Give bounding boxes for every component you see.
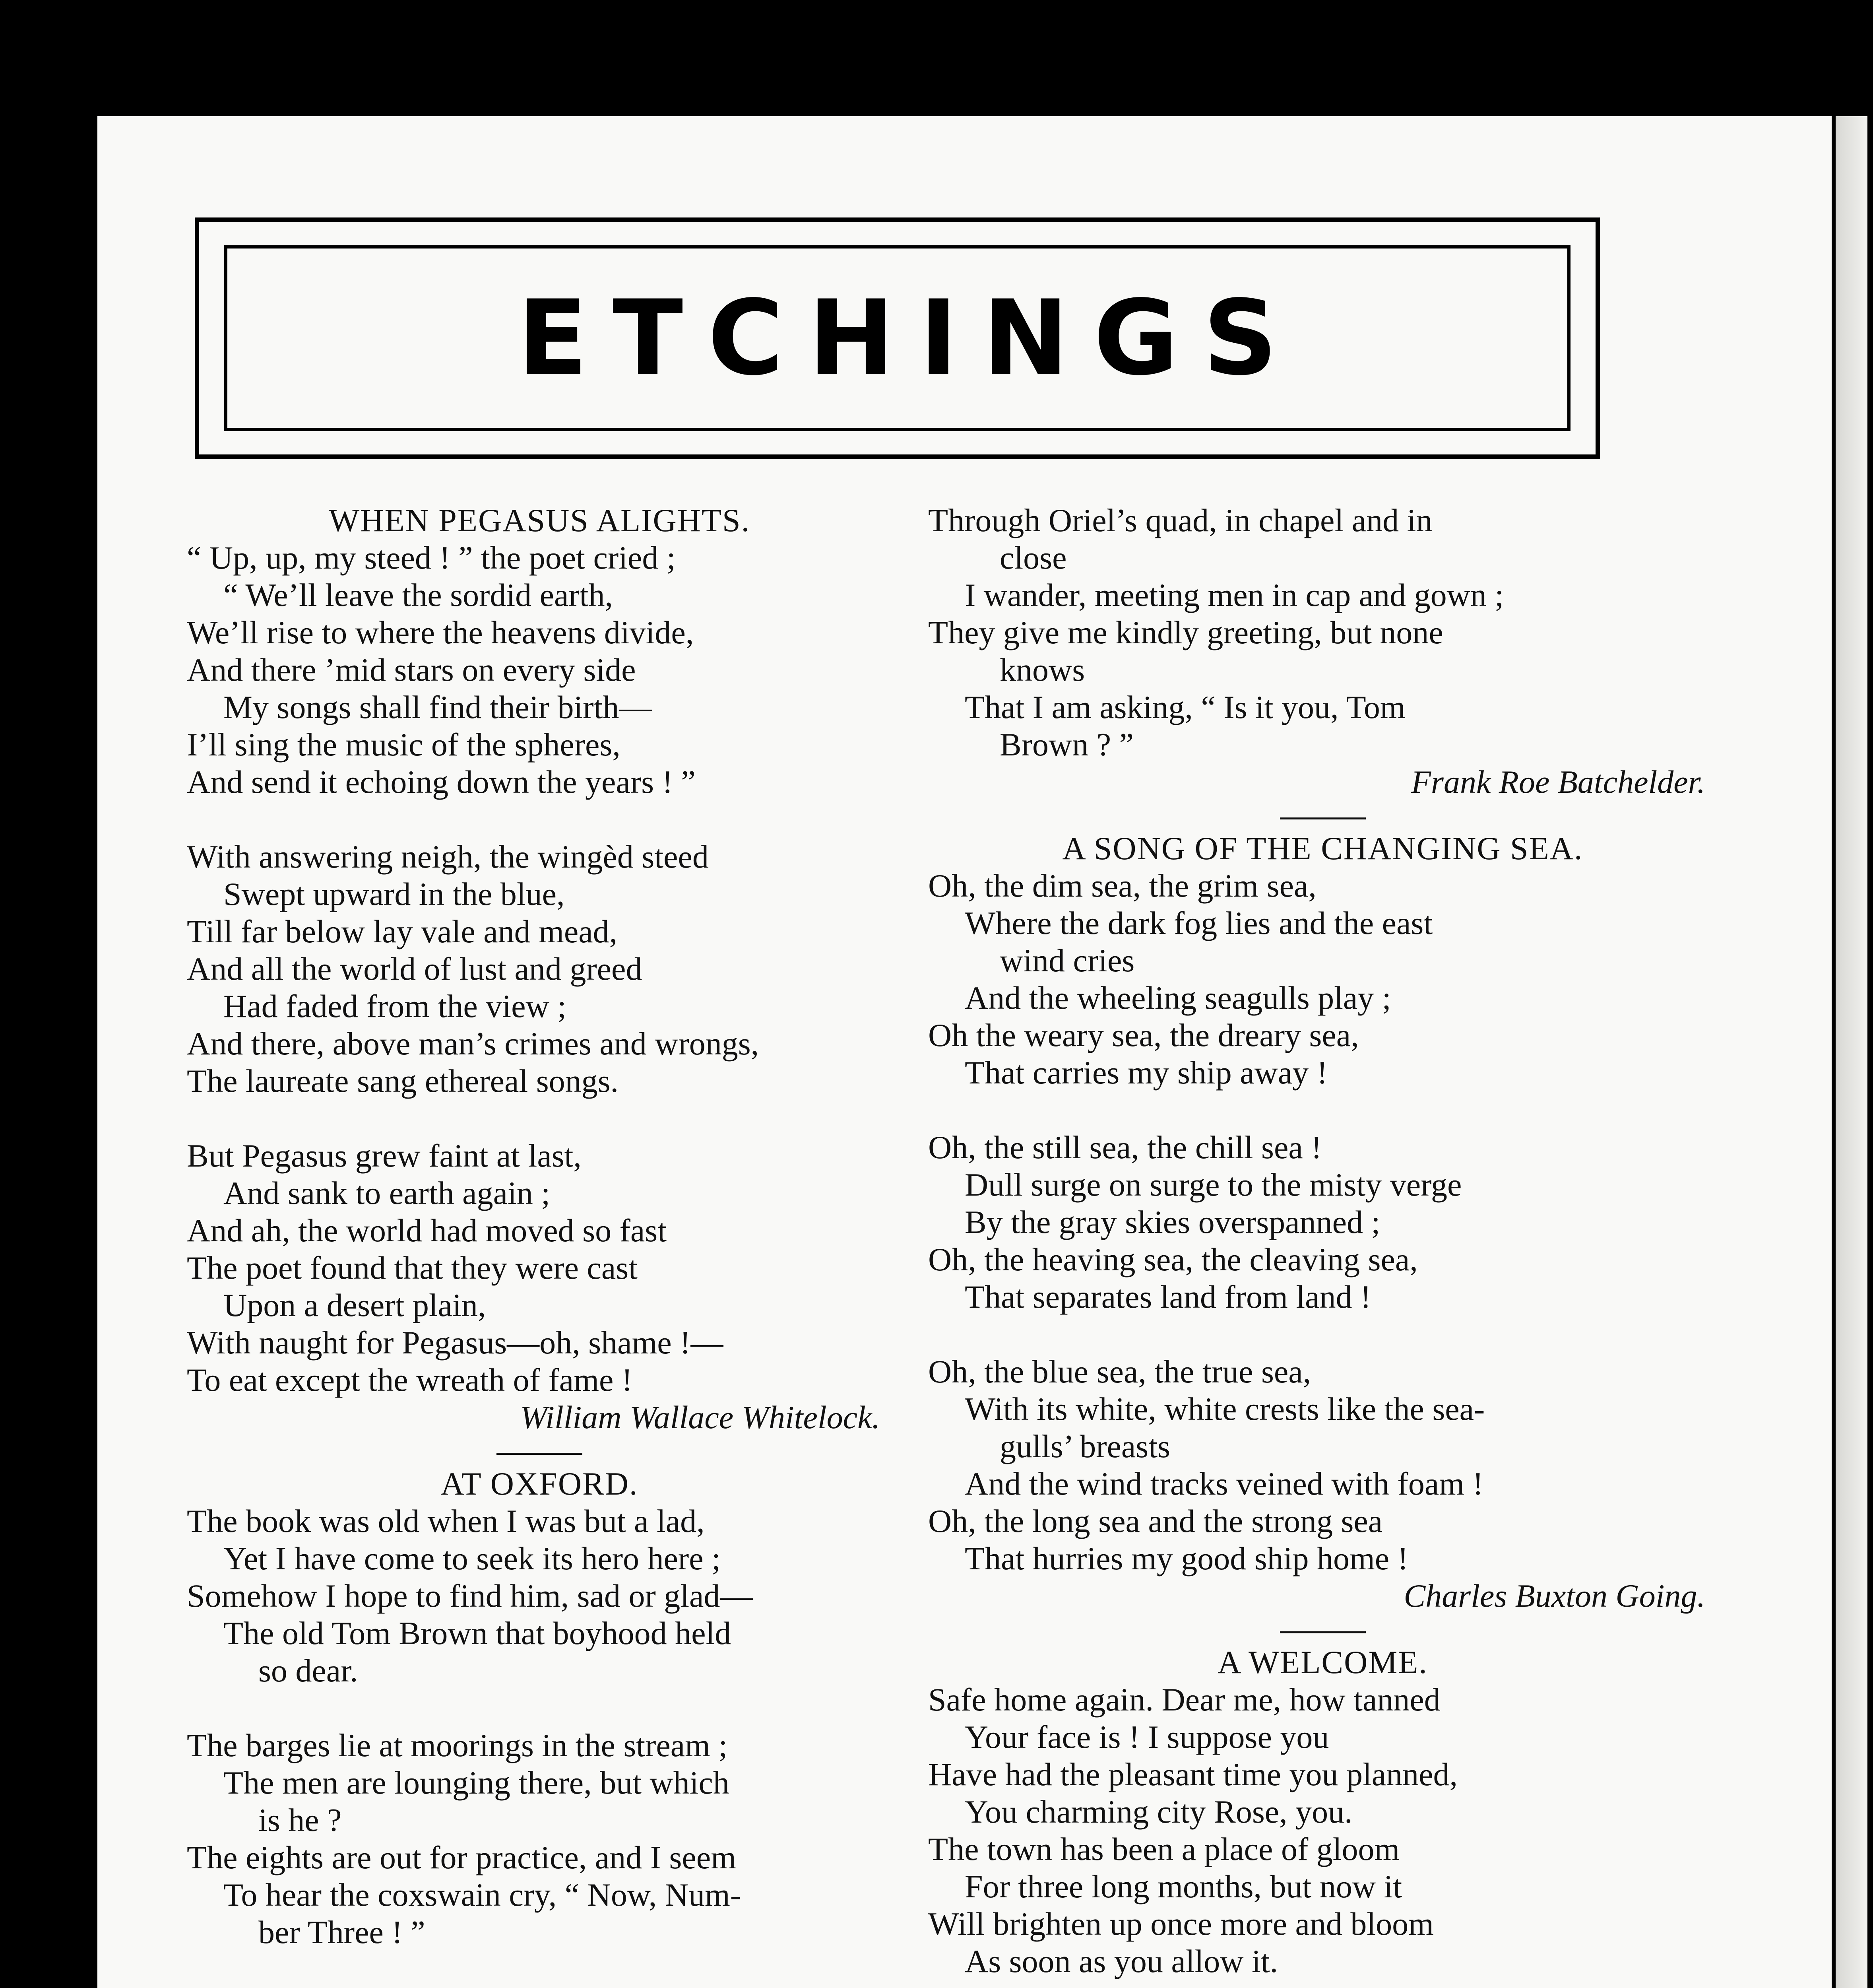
poem-line: As soon as you allow it. xyxy=(965,1943,1278,1979)
poem-line: That carries my ship away ! xyxy=(965,1054,1328,1091)
poem-line: Through Oriel’s quad, in chapel and in xyxy=(928,502,1433,538)
poem-stanza xyxy=(187,1727,892,1951)
poem-line: The town has been a place of gloom xyxy=(928,1831,1400,1867)
poem-stanza xyxy=(187,539,892,801)
section-divider xyxy=(1280,1631,1366,1633)
section-divider xyxy=(1280,817,1366,819)
poem-stanza xyxy=(928,1681,1717,1980)
poem-stanza xyxy=(928,1129,1717,1316)
poem-line: You charming city Rose, you. xyxy=(965,1794,1353,1830)
poem-line: The laureate sang ethereal songs. xyxy=(187,1063,619,1099)
poem-line: Dull surge on surge to the misty verge xyxy=(965,1167,1462,1203)
poem-line: And send it echoing down the years ! ” xyxy=(187,764,696,800)
poem-line: The book was old when I was but a lad, xyxy=(187,1503,705,1539)
poem-line: For three long months, but now it xyxy=(965,1868,1402,1905)
poem-line: Yet I have come to seek its hero here ; xyxy=(223,1540,721,1576)
poem-line: wind cries xyxy=(1000,942,1135,978)
poem-stanza xyxy=(928,1353,1717,1577)
poem-title: A WELCOME. xyxy=(1218,1644,1428,1680)
poem-line: And ah, the world had moved so fast xyxy=(187,1212,667,1248)
poem-line: so dear. xyxy=(258,1652,358,1689)
poem-line: And sank to earth again ; xyxy=(223,1175,551,1211)
poem-line: The eights are out for practice, and I seem xyxy=(187,1839,736,1875)
left-column xyxy=(187,502,892,1988)
poem-title: AT OXFORD. xyxy=(440,1466,638,1502)
masthead-title: ETCHINGS xyxy=(517,278,1302,398)
poem-line: Had faded from the view ; xyxy=(223,988,566,1024)
poem-stanza xyxy=(187,1503,892,1689)
poem-line: Oh, the still sea, the chill sea ! xyxy=(928,1129,1322,1165)
poem-line: Safe home again. Dear me, how tanned xyxy=(928,1681,1441,1718)
poem-stanza xyxy=(928,502,1717,763)
poem-line: Will brighten up once more and bloom xyxy=(928,1906,1434,1942)
poem-line: And all the world of lust and greed xyxy=(187,951,642,987)
poem-line: That separates land from land ! xyxy=(965,1279,1371,1315)
poem-line: Oh, the long sea and the strong sea xyxy=(928,1503,1383,1539)
poem-line: Your face is ! I suppose you xyxy=(965,1719,1329,1755)
poem-line: And there ’mid stars on every side xyxy=(187,652,636,688)
poem-line: And there, above man’s crimes and wrongs, xyxy=(187,1025,759,1062)
poem-line: gulls’ breasts xyxy=(1000,1428,1170,1464)
poem-title: WHEN PEGASUS ALIGHTS. xyxy=(328,502,750,538)
poem-line: Oh the weary sea, the dreary sea, xyxy=(928,1017,1359,1053)
poem-line: The poet found that they were cast xyxy=(187,1250,638,1286)
poem-line: “ Up, up, my steed ! ” the poet cried ; xyxy=(187,540,676,576)
poem-line: We’ll rise to where the heavens divide, xyxy=(187,614,694,650)
poem-line: Where the dark fog lies and the east xyxy=(965,905,1433,941)
poem-line: Swept upward in the blue, xyxy=(223,876,565,912)
poem-author: Charles Buxton Going. xyxy=(1404,1578,1705,1614)
poem-line: That I am asking, “ Is it you, Tom xyxy=(965,689,1406,725)
poem-line: With its white, white crests like the sea- xyxy=(965,1391,1485,1427)
poem-line: Oh, the heaving sea, the cleaving sea, xyxy=(928,1241,1418,1277)
poem-line: Brown ? ” xyxy=(1000,726,1134,763)
masthead-inner-frame xyxy=(224,245,1571,431)
poem-author: William Wallace Whitelock. xyxy=(520,1399,880,1435)
poem-line: Oh, the blue sea, the true sea, xyxy=(928,1353,1311,1390)
poem-line: My songs shall find their birth— xyxy=(223,689,652,725)
poem-line: They give me kindly greeting, but none xyxy=(928,614,1443,650)
poem-line: Somehow I hope to find him, sad or glad— xyxy=(187,1578,753,1614)
poem-stanza xyxy=(928,867,1717,1091)
poem-author: Frank Roe Batchelder. xyxy=(1411,764,1705,800)
poem-line: The barges lie at moorings in the stream ; xyxy=(187,1727,728,1763)
poem-line: And the wind tracks veined with foam ! xyxy=(965,1466,1483,1502)
facing-page-edge xyxy=(1836,116,1867,1988)
poem-stanza xyxy=(187,838,892,1100)
poem-line: But Pegasus grew faint at last, xyxy=(187,1138,582,1174)
masthead-frame xyxy=(195,217,1600,459)
right-column xyxy=(928,502,1717,1988)
poem-line: To hear the coxswain cry, “ Now, Num- xyxy=(223,1877,741,1913)
poem-line: close xyxy=(1000,540,1067,576)
poem-line: Upon a desert plain, xyxy=(223,1287,486,1323)
poem-line: I wander, meeting men in cap and gown ; xyxy=(965,577,1504,613)
poem-line: Have had the pleasant time you planned, xyxy=(928,1756,1458,1792)
poem-stanza xyxy=(187,1137,892,1399)
poem-line: And the wheeling seagulls play ; xyxy=(965,980,1391,1016)
poem-line: The old Tom Brown that boyhood held xyxy=(223,1615,731,1651)
poem-line: I’ll sing the music of the spheres, xyxy=(187,726,620,763)
poem-line: knows xyxy=(1000,652,1085,688)
poem-line: To eat except the wreath of fame ! xyxy=(187,1362,633,1398)
poem-line: is he ? xyxy=(258,1802,342,1838)
poem-line: The men are lounging there, but which xyxy=(223,1765,729,1801)
poem-line: Till far below lay vale and mead, xyxy=(187,913,618,949)
poem-line: That hurries my good ship home ! xyxy=(965,1540,1408,1576)
section-divider xyxy=(496,1453,582,1455)
poem-line: By the gray skies overspanned ; xyxy=(965,1204,1381,1240)
poem-line: With answering neigh, the wingèd steed xyxy=(187,839,709,875)
poem-line: “ We’ll leave the sordid earth, xyxy=(223,577,613,613)
poem-line: Oh, the dim sea, the grim sea, xyxy=(928,868,1317,904)
poem-title: A SONG OF THE CHANGING SEA. xyxy=(1062,830,1583,866)
poem-line: With naught for Pegasus—oh, shame !— xyxy=(187,1324,723,1361)
poem-line: ber Three ! ” xyxy=(258,1914,425,1950)
